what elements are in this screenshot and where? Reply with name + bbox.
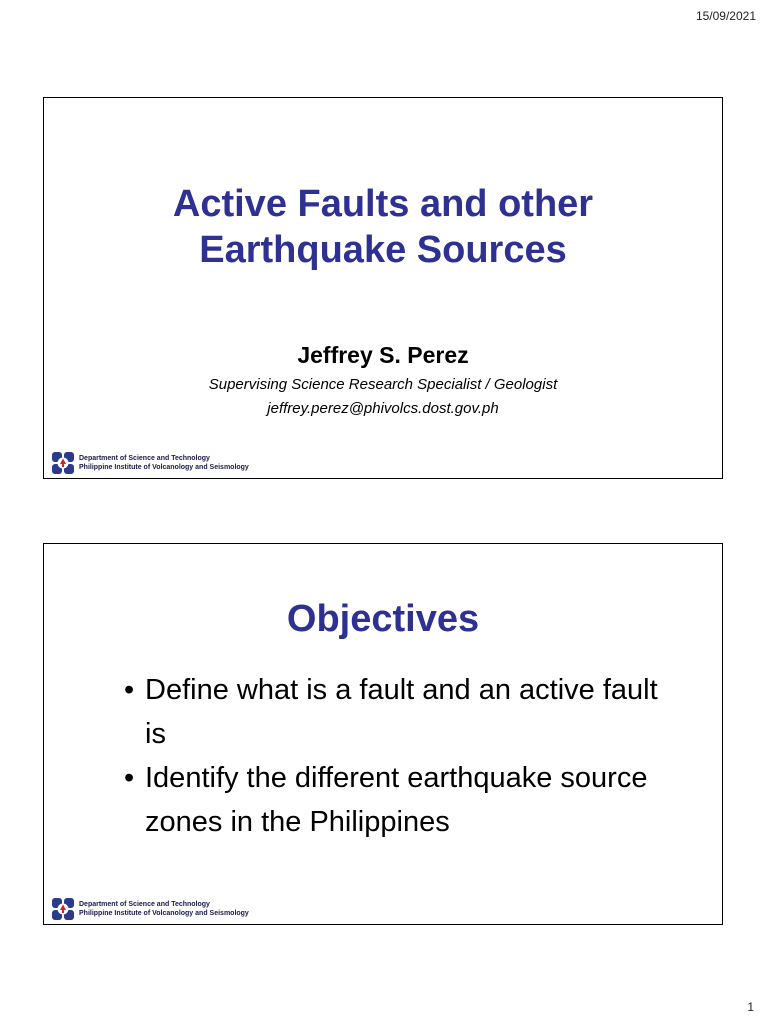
page-number: 1 [747, 1000, 754, 1014]
footer-line-1: Department of Science and Technology [79, 901, 210, 908]
slide-title-line-2: Earthquake Sources [199, 229, 567, 271]
phivolcs-logo-icon [51, 451, 75, 475]
slide-title-line-1: Active Faults and other [172, 183, 594, 225]
bullet-marker: • [124, 674, 135, 706]
page-date: 15/09/2021 [695, 9, 756, 23]
footer-line-1: Department of Science and Technology [79, 455, 210, 462]
footer-line-2: Philippine Institute of Volcanology and Seismology [79, 910, 249, 917]
author-email: jeffrey.perez@phivolcs.dost.gov.ph [267, 400, 499, 417]
list-item-text: Identify the different earthquake source zones in the Philippines [145, 762, 648, 838]
footer-line-2: Philippine Institute of Volcanology and Seismology [79, 464, 249, 471]
bullet-marker: • [124, 762, 135, 794]
list-item [124, 668, 664, 756]
slide-title: Objectives [286, 598, 480, 640]
objectives-slide [43, 543, 723, 925]
title-slide [43, 97, 723, 479]
list-item [124, 756, 664, 844]
slide-title [44, 181, 722, 273]
author-name: Jeffrey S. Perez [297, 342, 469, 368]
slide-footer [51, 451, 249, 475]
author-role: Supervising Science Research Specialist / Geologist [208, 376, 558, 393]
slide-footer [51, 897, 249, 921]
list-item-text: Define what is a fault and an active fault is [145, 674, 658, 750]
objectives-list [124, 668, 664, 844]
phivolcs-logo-icon [51, 897, 75, 921]
